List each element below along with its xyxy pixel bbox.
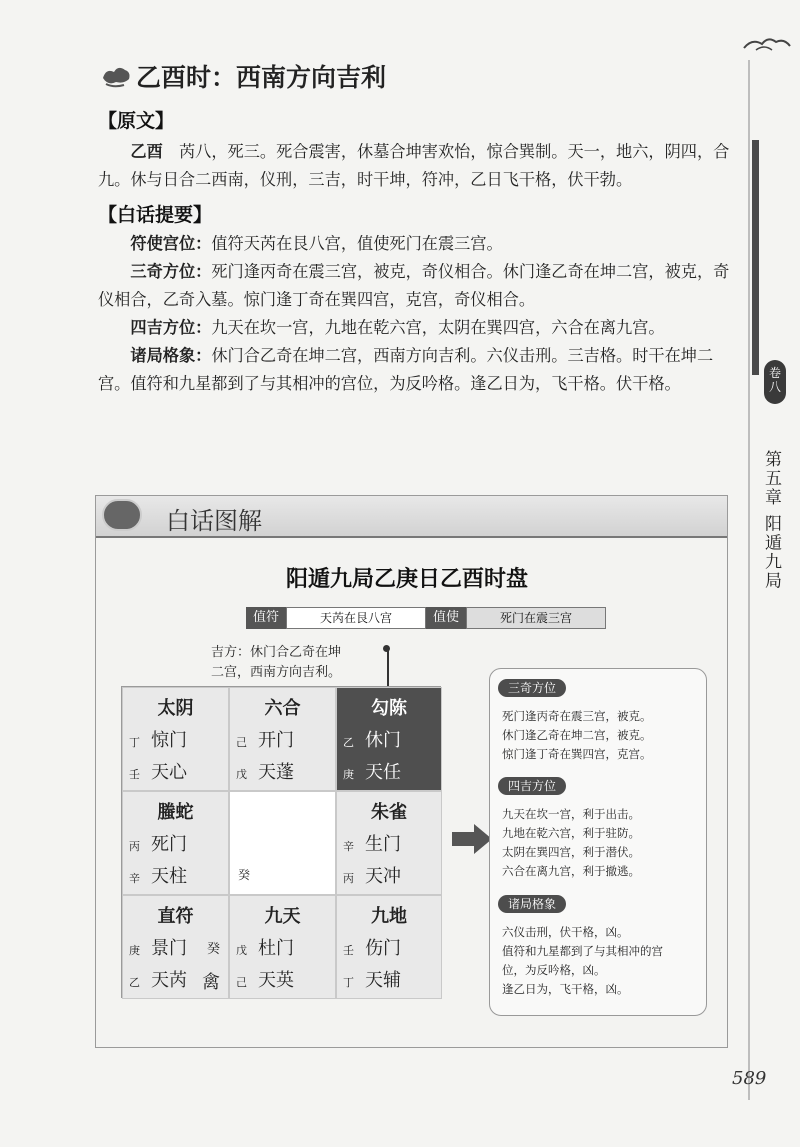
stem-label: 己 (236, 976, 247, 989)
list-item: 六合在离九宫，利于撤逃。 (502, 864, 640, 878)
list-item: 六仪击刑，伏干格，凶。 (502, 925, 629, 939)
section-title: 乙酉时：西南方向吉利 (136, 63, 387, 92)
door-row (343, 726, 401, 752)
summary-box (489, 668, 707, 1016)
star-label: 天英 (258, 970, 294, 991)
paragraph-text: 死门逢丙奇在震三宫，被克，奇仪相合。休门逢乙奇在坤二宫，被克，奇仪相合，乙奇入墓。惊门逢丁奇在巽四宫，克宫，奇仪相合。 (98, 262, 730, 309)
star-label: 天任 (365, 762, 401, 783)
list-item: 逢乙日为，飞干格，凶。 (502, 982, 629, 996)
stem-label: 庚 (129, 944, 140, 957)
cloud-ornament-icon (742, 34, 792, 54)
star-label: 天心 (151, 762, 187, 783)
list-item: 休门逢乙奇在坤二宫，被克。 (502, 728, 652, 742)
sanqi-list (502, 707, 702, 764)
chart-title: 阳遁九局乙庚日乙酉时盘 (286, 567, 529, 592)
list-item: 值符和九星都到了与其相冲的宫 (502, 944, 663, 958)
callout-line (387, 648, 389, 686)
cloud-icon (100, 64, 132, 90)
yuanwen-heading: 【原文】 (98, 110, 175, 132)
star-row (343, 758, 401, 784)
door-row (343, 934, 401, 960)
palace-xun (122, 687, 229, 791)
star-label: 天柱 (151, 866, 187, 887)
paragraph-label: 诸局格象： (130, 346, 212, 365)
zhishi-label: 值使 (426, 607, 466, 629)
baihua-heading: 【白话提要】 (98, 204, 213, 226)
deity-label: 螣蛇 (157, 802, 194, 823)
palace-gen (122, 895, 229, 999)
note-line-1: 吉方：休门合乙奇在坤 (211, 645, 342, 660)
margin-bar (752, 140, 759, 375)
zhifu-label: 值符 (246, 607, 286, 629)
stem-label: 丁 (129, 736, 140, 749)
star-row (129, 862, 187, 888)
geju-list (502, 923, 702, 999)
star-label: 天蓬 (258, 762, 294, 783)
stem-label: 壬 (343, 944, 354, 957)
sanqi-tag: 三奇方位 (498, 679, 566, 697)
stem-label: 壬 (129, 768, 140, 781)
stem-label: 乙 (343, 736, 354, 749)
siji-list (502, 805, 702, 881)
door-label: 生门 (365, 834, 401, 855)
paragraph-text: 九天在坎一宫，九地在乾六宫，太阴在巽四宫，六合在离九宫。 (211, 318, 665, 337)
zhishi-value: 死门在震三宫 (466, 607, 606, 629)
list-item: 九地在乾六宫，利于驻防。 (502, 826, 640, 840)
door-row (129, 830, 187, 856)
palace-qian (336, 895, 442, 999)
illustration-panel (95, 495, 728, 1048)
stem-label: 丁 (343, 976, 354, 989)
door-row (129, 726, 187, 752)
baihua-paragraph-3 (98, 314, 738, 342)
deity-label: 直符 (157, 906, 194, 927)
star-row (343, 862, 401, 888)
zhifu-value: 天芮在艮八宫 (286, 607, 426, 629)
door-label: 休门 (365, 730, 401, 751)
yuanwen-lead: 乙酉 (130, 142, 163, 161)
paragraph-text: 值符天芮在艮八宫，值使死门在震三宫。 (211, 234, 503, 253)
deity-label: 勾陈 (371, 698, 407, 719)
door-label: 杜门 (258, 938, 294, 959)
nine-palace-grid (121, 686, 441, 998)
door-row (236, 726, 294, 752)
paragraph-label: 三奇方位： (130, 262, 212, 281)
stem-label: 乙 (129, 976, 140, 989)
baihua-paragraph-4 (98, 342, 738, 398)
star-row (236, 966, 294, 992)
yuanwen-paragraph (98, 138, 738, 194)
stem-label: 丙 (343, 872, 354, 885)
star-row (343, 966, 401, 992)
zhifu-zhishi-row (246, 607, 606, 629)
door-label: 景门 (151, 938, 187, 959)
extra-star-label: 禽 (202, 972, 220, 993)
extra-stem-label: 癸 (206, 942, 220, 957)
palace-kun (336, 687, 442, 791)
deity-label: 太阴 (157, 698, 194, 719)
star-row (129, 758, 187, 784)
baihua-paragraph-1 (98, 230, 738, 258)
star-row (129, 966, 187, 992)
door-row (236, 934, 294, 960)
page-number: 589 (732, 1068, 767, 1089)
star-row (236, 758, 294, 784)
baihua-section (98, 230, 738, 398)
list-item: 位，为反吟格，凶。 (502, 963, 606, 977)
stem-label: 己 (236, 736, 247, 749)
emblem-icon (102, 499, 142, 531)
siji-tag: 四吉方位 (498, 777, 566, 795)
list-item: 惊门逢丁奇在巽四宫，克宫。 (502, 747, 652, 761)
star-label: 天芮 (151, 970, 187, 991)
deity-label: 朱雀 (371, 802, 407, 823)
palace-kan (229, 895, 336, 999)
stem-label: 戊 (236, 768, 247, 781)
deity-label: 六合 (264, 698, 301, 719)
baihua-paragraph-2 (98, 258, 738, 314)
door-label: 惊门 (151, 730, 187, 751)
stem-label: 戊 (236, 944, 247, 957)
stem-label: 辛 (129, 872, 140, 885)
center-stem-label: 癸 (238, 868, 251, 882)
stem-label: 丙 (129, 840, 140, 853)
stem-label: 庚 (343, 768, 354, 781)
list-item: 太阴在巽四宫，利于潜伏。 (502, 845, 640, 859)
deity-label: 九天 (264, 906, 301, 927)
stem-label: 辛 (343, 840, 354, 853)
door-label: 开门 (258, 730, 294, 751)
auspicious-note (211, 643, 341, 683)
paragraph-text: 休门合乙奇在坤二宫，西南方向吉利。六仪击刑。三吉格。时干在坤二宫。值符和九星都到了与其相冲的宫位，为反吟格。逢乙日为，飞干格。伏干格。 (98, 346, 714, 393)
paragraph-label: 四吉方位： (130, 318, 212, 337)
chapter-label: 第五章 阳遁九局 (761, 450, 781, 591)
door-row (343, 830, 401, 856)
palace-dui (336, 791, 442, 895)
palace-center (229, 791, 336, 895)
door-label: 死门 (151, 834, 187, 855)
note-line-2: 二宫，西南方向吉利。 (211, 665, 342, 680)
door-row (129, 934, 187, 960)
door-label: 伤门 (365, 938, 401, 959)
palace-zhen (122, 791, 229, 895)
palace-li (229, 687, 336, 791)
star-label: 天辅 (365, 970, 401, 991)
panel-header (96, 496, 727, 538)
list-item: 死门逢丙奇在震三宫，被克。 (502, 709, 652, 723)
margin-rule (748, 60, 750, 1100)
yuanwen-text: 芮八，死三。死合震害，休墓合坤害欢怡，惊合巽制。天一，地六，阴四，合九。休与日合二西南，仪刑，三吉，时干坤，符冲，乙日飞干格，伏干勃。 (98, 142, 730, 189)
panel-title: 白话图解 (166, 507, 262, 535)
star-label: 天冲 (365, 866, 401, 887)
volume-badge: 卷八 (764, 360, 786, 404)
paragraph-label: 符使宫位： (130, 234, 212, 253)
geju-tag: 诸局格象 (498, 895, 566, 913)
arrow-right-icon (452, 824, 492, 854)
list-item: 九天在坎一宫，利于出击。 (502, 807, 640, 821)
deity-label: 九地 (371, 906, 407, 927)
